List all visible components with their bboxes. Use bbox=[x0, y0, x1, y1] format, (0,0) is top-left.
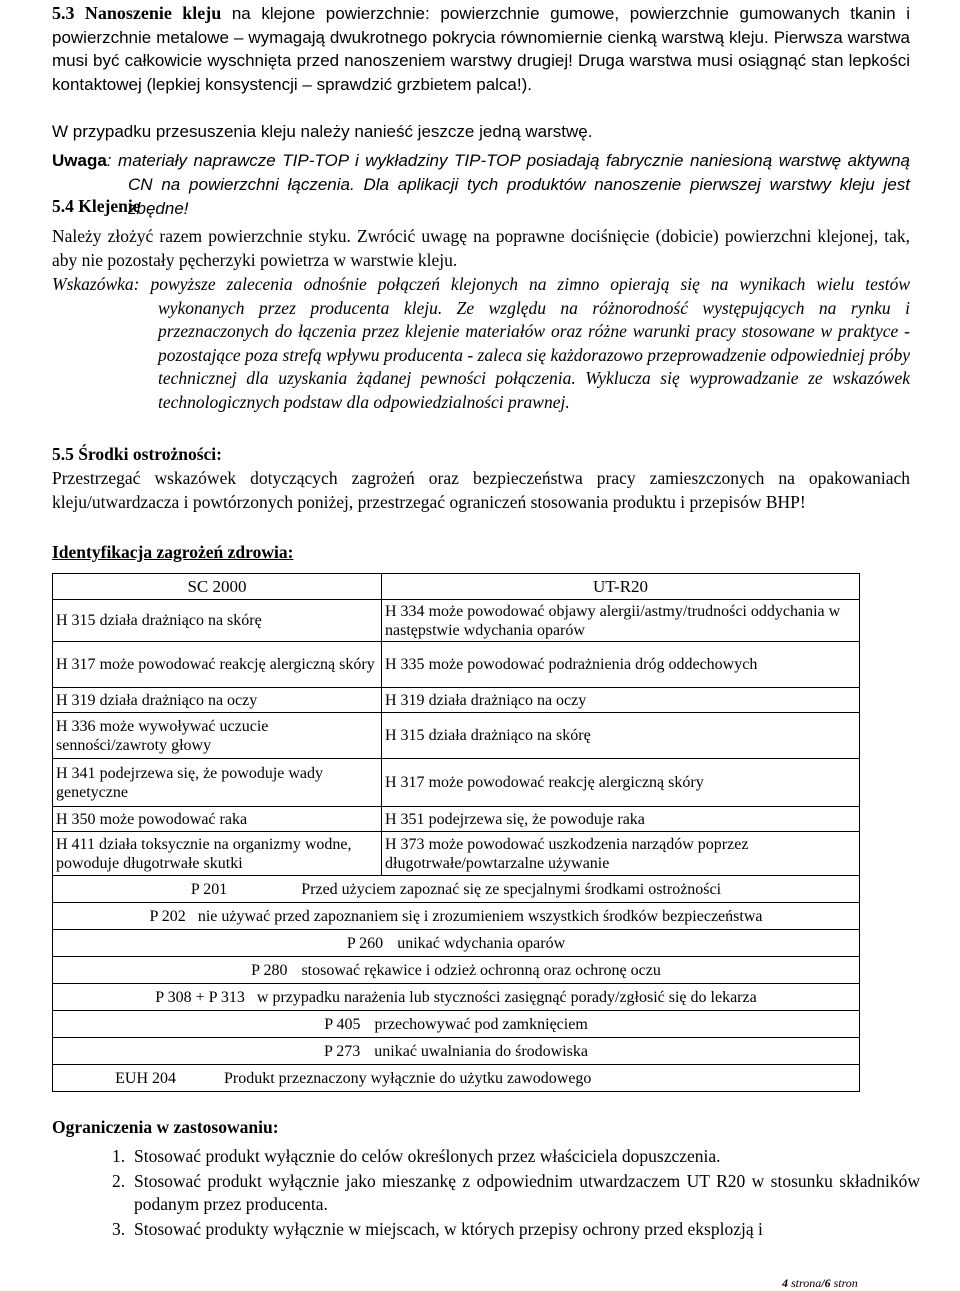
list-number: 2. bbox=[112, 1171, 126, 1191]
h-text: może powodować uszkodzenia narządów poprzez długotrwałe/powtarzalne używanie bbox=[385, 835, 749, 872]
left-cell bbox=[53, 759, 382, 807]
p-text: stosować rękawice i odzież ochronną oraz ochronę oczu bbox=[301, 961, 661, 979]
list-number: 3. bbox=[112, 1219, 126, 1239]
p-cell bbox=[53, 1011, 860, 1038]
section-5-5-heading: 5.5 Środki ostrożności: bbox=[52, 444, 222, 464]
p-row bbox=[53, 930, 860, 957]
h-text: może powodować raka bbox=[95, 810, 248, 828]
left-cell bbox=[53, 600, 382, 642]
list-number: 1. bbox=[112, 1146, 126, 1166]
right-cell bbox=[382, 807, 860, 832]
h-text: może powodować reakcję alergiczną skóry bbox=[424, 774, 704, 791]
header-ut-r20: UT-R20 bbox=[382, 574, 860, 600]
right-cell bbox=[382, 713, 860, 759]
table-row bbox=[53, 759, 860, 807]
p-cell bbox=[53, 876, 860, 903]
h-text: działa drażniąco na skórę bbox=[95, 612, 262, 629]
h-code: H 373 bbox=[385, 835, 425, 853]
p-cell bbox=[53, 903, 860, 930]
uwaga-label: Uwaga bbox=[52, 151, 107, 170]
h-code: H 336 bbox=[56, 717, 96, 735]
p-text: Produkt przeznaczony wyłącznie do użytku zawodowego bbox=[224, 1069, 592, 1087]
h-code: H 319 bbox=[56, 691, 96, 709]
p-text: w przypadku narażenia lub styczności zasięgnąć porady/zgłosić się do lekarza bbox=[256, 988, 757, 1006]
section-5-3-heading: 5.3 Nanoszenie kleju bbox=[52, 3, 222, 23]
h-code: H 317 bbox=[385, 774, 425, 791]
section-5-5-text: Przestrzegać wskazówek dotyczących zagrożeń oraz bezpieczeństwa pracy zamieszczonych na opakowaniach kleju/utwardzacza i powtórzonych poniżej, przestrzegać ograniczeń stosowania produktu i przepisów BHP! bbox=[52, 468, 910, 512]
identyfikacja-heading: Identyfikacja zagrożeń zdrowia: bbox=[52, 542, 294, 562]
hazard-table bbox=[52, 573, 860, 1092]
p-row bbox=[53, 984, 860, 1011]
page-footer bbox=[782, 1276, 858, 1291]
h-text: działa drażniąco na skórę bbox=[424, 727, 591, 744]
h-text: może wywoływać uczucie senności/zawroty głowy bbox=[56, 717, 269, 754]
p-row bbox=[53, 903, 860, 930]
table-row bbox=[53, 807, 860, 832]
list-text: Stosować produkt wyłącznie jako mieszankę z odpowiednim utwardzaczem UT R20 w stosunku składników podanym przez producenta. bbox=[134, 1171, 920, 1214]
h-text: podejrzewa się, że powoduje raka bbox=[424, 810, 645, 828]
header-sc2000: SC 2000 bbox=[53, 574, 382, 600]
p-cell bbox=[53, 1038, 860, 1065]
total-pages: 6 bbox=[824, 1276, 831, 1290]
left-cell bbox=[53, 688, 382, 713]
uwaga-text: : materiały naprawcze TIP-TOP i wykładziny TIP-TOP posiadają fabrycznie naniesioną warstwę aktywną CN na powierzchni łączenia. Dla aplikacji tych produktów nanoszenie pierwszej warstwy kleju jest zbędne! bbox=[106, 151, 910, 218]
page-word: strona bbox=[788, 1276, 822, 1290]
section-5-3-text: na klejone powierzchnie: powierzchnie gumowe, powierzchnie gumowanych tkanin i powierzchnie metalowe – wymagają dwukrotnego pokrycia równomiernie cienką warstwą kleju. Pierwsza warstwa musi być całkowicie wyschnięta przed nanoszeniem warstwy drugiej! Druga warstwa musi osiągnąć stan lepkości kontaktowej (lepkiej konsystencji – sprawdzić grzbietem palca!). bbox=[52, 4, 910, 94]
p-row bbox=[53, 876, 860, 903]
h-code: H 319 bbox=[385, 691, 425, 709]
section-5-3-text-end: W przypadku przesuszenia kleju należy nanieść jeszcze jedną warstwę. bbox=[52, 122, 593, 141]
right-cell bbox=[382, 642, 860, 688]
h-text: może powodować objawy alergii/astmy/trudności oddychania w następstwie wdychania oparów bbox=[385, 602, 841, 639]
right-cell bbox=[382, 688, 860, 713]
table-row bbox=[53, 642, 860, 688]
section-5-4-heading: 5.4 Klejenie bbox=[52, 196, 141, 216]
h-code: H 351 bbox=[385, 810, 425, 828]
h-text: działa drażniąco na oczy bbox=[424, 691, 587, 709]
p-code: P 405 bbox=[324, 1015, 361, 1033]
list-item bbox=[112, 1145, 920, 1168]
right-cell bbox=[382, 600, 860, 642]
h-code: H 315 bbox=[56, 612, 96, 629]
table-row bbox=[53, 600, 860, 642]
list-text: Stosować produkty wyłącznie w miejscach, w których przepisy ochrony przed eksplozją i bbox=[134, 1219, 763, 1239]
p-text: unikać uwalniania do środowiska bbox=[374, 1042, 589, 1060]
p-row bbox=[53, 1038, 860, 1065]
p-cell bbox=[53, 984, 860, 1011]
h-code: H 334 bbox=[385, 602, 425, 620]
h-text: może powodować podrażnienia dróg oddechowych bbox=[424, 656, 758, 673]
right-cell bbox=[382, 759, 860, 807]
hazard-table-header bbox=[53, 574, 860, 600]
section-5-3-paragraph-end bbox=[52, 120, 910, 144]
p-cell bbox=[53, 930, 860, 957]
list-text: Stosować produkt wyłącznie do celów określonych przez właściciela dopuszczenia. bbox=[134, 1146, 721, 1166]
table-row bbox=[53, 832, 860, 876]
p-text: przechowywać pod zamknięciem bbox=[374, 1015, 588, 1033]
p-cell bbox=[53, 957, 860, 984]
left-cell bbox=[53, 832, 382, 876]
p-row bbox=[53, 957, 860, 984]
h-code: H 317 bbox=[56, 656, 96, 673]
h-text: podejrzewa się, że powoduje wady genetyczne bbox=[56, 764, 324, 801]
h-code: H 315 bbox=[385, 727, 425, 744]
p-code: P 308 + P 313 bbox=[155, 988, 245, 1006]
h-text: działa drażniąco na oczy bbox=[95, 691, 258, 709]
h-code: H 341 bbox=[56, 764, 96, 782]
pages-word: stron bbox=[830, 1276, 858, 1290]
p-text: Przed użyciem zapoznać się ze specjalnymi środkami ostrożności bbox=[301, 880, 722, 898]
ograniczenia-list bbox=[112, 1145, 920, 1243]
p-text: nie używać przed zapoznaniem się i zrozumieniem wszystkich środków bezpieczeństwa bbox=[197, 907, 763, 925]
wskazowka-note: Wskazówka: powyższe zalecenia odnośnie połączeń klejonych na zimno opierają się na wynikach wielu testów wykonanych przez producenta kleju. Ze względu na różnorodność występujących na rynku i przeznaczonych do łączenia przez klejenie materiałów oraz różne warunki pracy stosowane w praktyce - pozostające poza strefą wpływu producenta - zaleca się każdorazowo przeprowadzenie odpowiedniej próby technicznej dla uzyskania żądanej pewności połączenia. Wyklucza się wyprowadzanie ze wskazówek technologicznych podstaw dla odpowiedzialności prawnej. bbox=[52, 274, 910, 412]
left-cell bbox=[53, 642, 382, 688]
uwaga-note bbox=[52, 149, 910, 221]
p-code: EUH 204 bbox=[115, 1069, 176, 1087]
p-cell bbox=[53, 1065, 860, 1092]
p-code: P 280 bbox=[251, 961, 288, 979]
page-slash: / bbox=[821, 1276, 825, 1290]
section-5-4-text: Należy złożyć razem powierzchnie styku. Zwrócić uwagę na poprawne dociśnięcie (dobicie) powierzchni klejonej, tak, aby nie pozostały pęcherzyki powietrza w warstwie kleju. bbox=[52, 226, 910, 270]
list-item bbox=[112, 1218, 920, 1241]
page-number: 4 bbox=[782, 1276, 788, 1290]
p-code: P 273 bbox=[323, 1042, 361, 1060]
h-text: działa toksycznie na organizmy wodne, powoduje długotrwałe skutki bbox=[56, 835, 352, 872]
left-cell bbox=[53, 713, 382, 759]
h-code: H 411 bbox=[56, 835, 95, 853]
right-cell bbox=[382, 832, 860, 876]
p-row bbox=[53, 1065, 860, 1092]
p-code: P 260 bbox=[346, 934, 384, 952]
p-text: unikać wdychania oparów bbox=[397, 934, 566, 952]
table-row bbox=[53, 713, 860, 759]
left-cell bbox=[53, 807, 382, 832]
h-text: może powodować reakcję alergiczną skóry bbox=[95, 656, 375, 673]
section-5-3-paragraph bbox=[52, 2, 910, 96]
ograniczenia-heading: Ograniczenia w zastosowaniu: bbox=[52, 1117, 279, 1137]
h-code: H 350 bbox=[56, 810, 96, 828]
h-code: H 335 bbox=[385, 656, 425, 673]
p-code: P 202 bbox=[149, 907, 186, 925]
p-row bbox=[53, 1011, 860, 1038]
p-code: P 201 bbox=[190, 880, 228, 898]
list-item bbox=[112, 1170, 920, 1216]
table-row bbox=[53, 688, 860, 713]
